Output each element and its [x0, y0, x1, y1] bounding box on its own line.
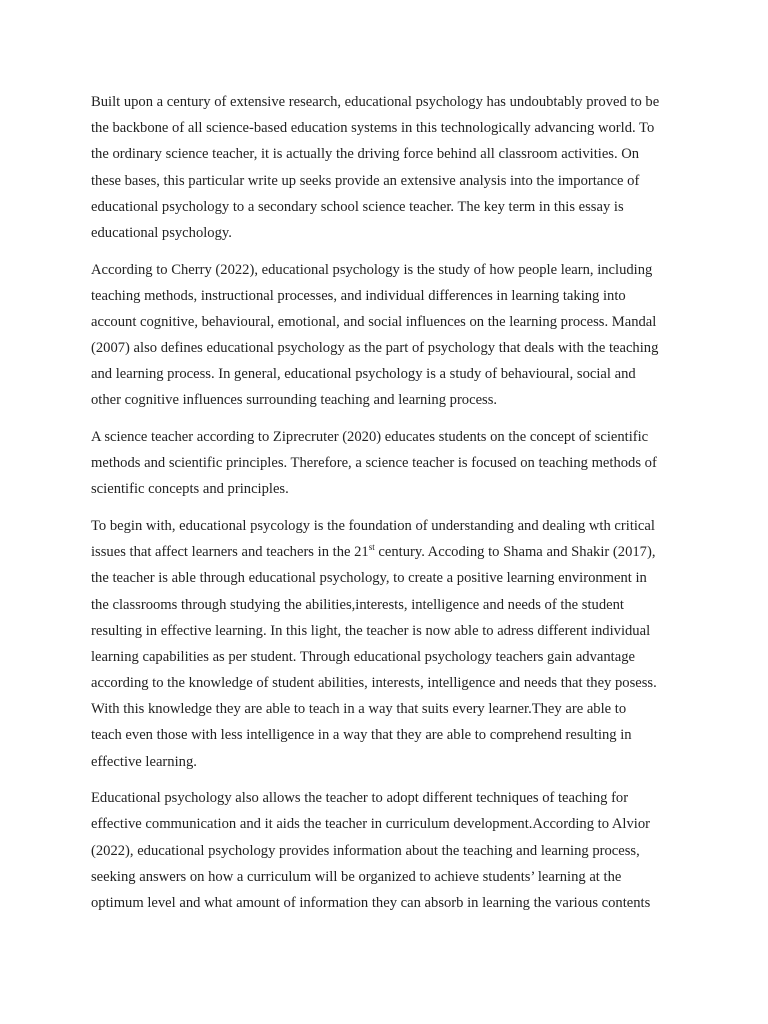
text-line: account cognitive, behavioural, emotional, and social influences on the learning process. Mandal — [91, 313, 657, 330]
paragraph-introduction — [91, 89, 689, 246]
text-line: Educational psychology also allows the teacher to adopt different techniques of teaching for — [91, 790, 629, 807]
document-body — [91, 89, 689, 927]
text-line: teaching methods, instructional processes, and individual differences in learning taking into — [91, 287, 626, 304]
text-line: To begin with, educational psycology is the foundation of understanding and dealing wth critical — [91, 517, 655, 534]
text-line: the classrooms through studying the abilities,interests, intelligence and needs of the student — [91, 596, 624, 613]
superscript-ordinal: st — [368, 542, 375, 553]
text-line: learning capabilities as per student. Through educational psychology teachers gain advantage — [91, 648, 635, 665]
text-segment: century. Accoding to Shama and Shakir (2017), — [374, 544, 656, 561]
paragraph-foundation — [91, 513, 689, 775]
text-segment: issues that affect learners and teachers in the 21 — [91, 544, 369, 561]
text-line: According to Cherry (2022), educational psychology is the study of how people learn, including — [91, 261, 653, 278]
text-line: the backbone of all science-based education systems in this technologically advancing world. To — [91, 120, 655, 137]
paragraph-science-teacher — [91, 424, 689, 503]
text-line-with-superscript — [91, 539, 689, 565]
text-line: effective learning. — [91, 753, 197, 770]
text-line: scientific concepts and principles. — [91, 481, 289, 498]
text-line: teach even those with less intelligence in a way that they are able to comprehend resulting in — [91, 727, 632, 744]
text-line: resulting in effective learning. In this light, the teacher is now able to adress different individual — [91, 622, 651, 639]
text-line: other cognitive influences surrounding teaching and learning process. — [91, 392, 498, 409]
text-line: With this knowledge they are able to teach in a way that suits every learner.They are able to — [91, 701, 627, 718]
text-line: these bases, this particular write up seeks provide an extensive analysis into the importance of — [91, 172, 640, 189]
text-line: educational psychology to a secondary school science teacher. The key term in this essay is — [91, 198, 624, 215]
text-line: according to the knowledge of student abilities, interests, intelligence and needs that they posess. — [91, 675, 657, 692]
text-line: the ordinary science teacher, it is actually the driving force behind all classroom activities. On — [91, 146, 640, 163]
text-line: A science teacher according to Ziprecruter (2020) educates students on the concept of scientific — [91, 429, 649, 446]
text-line: (2007) also defines educational psychology as the part of psychology that deals with the teaching — [91, 340, 659, 357]
paragraph-techniques — [91, 785, 689, 916]
text-line: educational psychology. — [91, 224, 232, 241]
text-line: (2022), educational psychology provides information about the teaching and learning process, — [91, 842, 640, 859]
text-line: effective communication and it aids the teacher in curriculum development.According to Alvior — [91, 816, 650, 833]
text-line: and learning process. In general, educational psychology is a study of behavioural, social and — [91, 366, 636, 383]
paragraph-definition — [91, 257, 689, 414]
text-line: seeking answers on how a curriculum will be organized to achieve students’ learning at the — [91, 868, 622, 885]
text-line: methods and scientific principles. Therefore, a science teacher is focused on teaching methods of — [91, 455, 657, 472]
text-line: optimum level and what amount of information they can absorb in learning the various contents — [91, 895, 651, 911]
text-line: Built upon a century of extensive research, educational psychology has undoubtably proved to be — [91, 94, 660, 110]
text-line: the teacher is able through educational psychology, to create a positive learning environment in — [91, 570, 647, 587]
